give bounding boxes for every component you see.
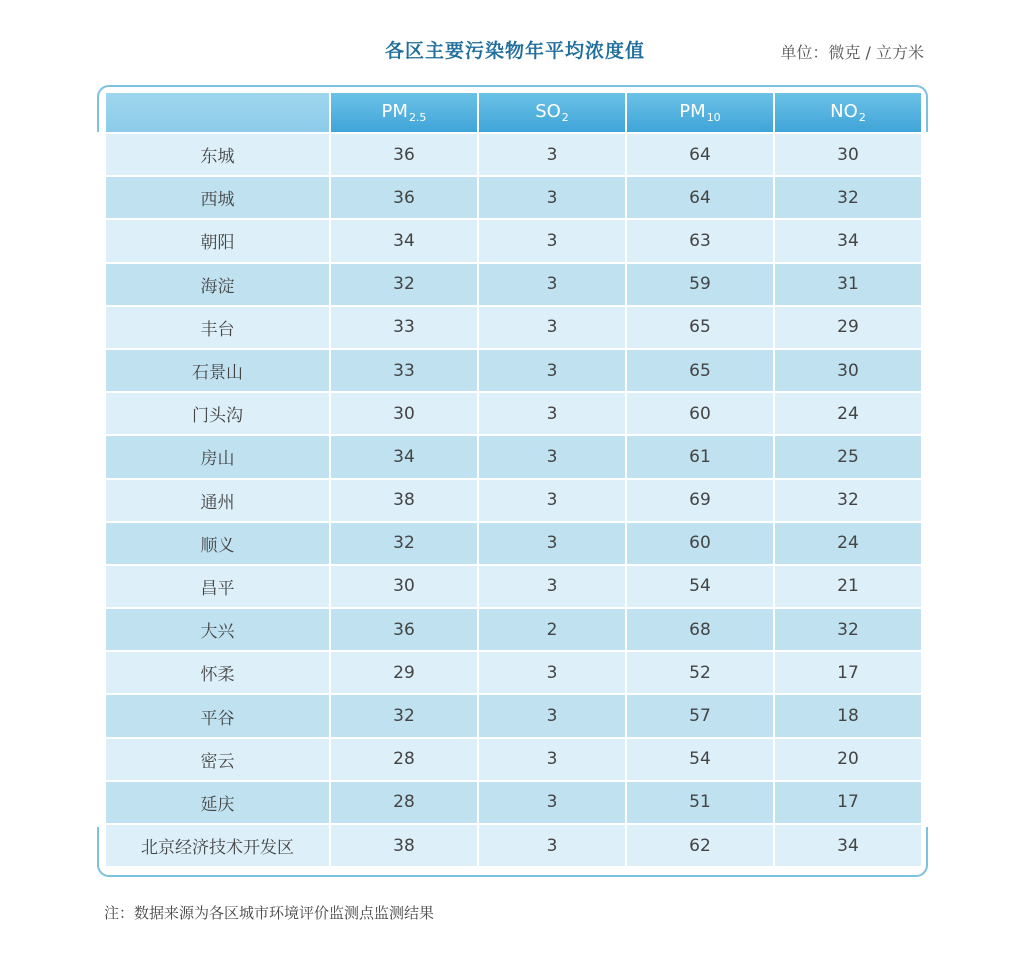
- district-cell: 密云: [106, 739, 329, 780]
- pm25-cell: 32: [331, 523, 477, 564]
- pm25-cell: 38: [331, 825, 477, 866]
- so2-cell: 2: [479, 609, 625, 650]
- district-cell: 顺义: [106, 523, 329, 564]
- no2-cell: 34: [775, 220, 921, 261]
- district-cell: 房山: [106, 436, 329, 477]
- district-cell: 石景山: [106, 350, 329, 391]
- pm10-cell: 63: [627, 220, 773, 261]
- header-pm10: [627, 93, 773, 132]
- no2-cell: 17: [775, 782, 921, 823]
- no2-cell: 18: [775, 695, 921, 736]
- no2-cell: 25: [775, 436, 921, 477]
- pm25-cell: 32: [331, 695, 477, 736]
- table-title: 各区主要污染物年平均浓度值: [384, 40, 645, 62]
- pm25-cell: 36: [331, 609, 477, 650]
- pm25-cell: 32: [331, 264, 477, 305]
- header-pm25: [331, 93, 477, 132]
- pm10-cell: 61: [627, 436, 773, 477]
- so2-cell: 3: [479, 177, 625, 218]
- district-cell: 丰台: [106, 307, 329, 348]
- pm10-cell: 64: [627, 134, 773, 175]
- table-row: [106, 220, 921, 261]
- so2-cell: 3: [479, 307, 625, 348]
- district-cell: 门头沟: [106, 393, 329, 434]
- so2-cell: 3: [479, 436, 625, 477]
- no2-cell: 17: [775, 652, 921, 693]
- so2-cell: 3: [479, 566, 625, 607]
- pm25-cell: 33: [331, 350, 477, 391]
- header-no2-sub: 2: [858, 111, 866, 124]
- pm25-cell: 34: [331, 220, 477, 261]
- table-row: [106, 609, 921, 650]
- district-cell: 大兴: [106, 609, 329, 650]
- district-cell: 平谷: [106, 695, 329, 736]
- footnote: 注：数据来源为各区城市环境评价监测点监测结果: [104, 904, 435, 922]
- pm25-cell: 36: [331, 134, 477, 175]
- district-cell: 昌平: [106, 566, 329, 607]
- table-row: [106, 825, 921, 866]
- pm10-cell: 54: [627, 566, 773, 607]
- table-row: [106, 523, 921, 564]
- district-cell: 通州: [106, 480, 329, 521]
- so2-cell: 3: [479, 652, 625, 693]
- pm25-cell: 30: [331, 566, 477, 607]
- so2-cell: 3: [479, 220, 625, 261]
- so2-cell: 3: [479, 264, 625, 305]
- pm25-cell: 36: [331, 177, 477, 218]
- pm25-cell: 30: [331, 393, 477, 434]
- so2-cell: 3: [479, 825, 625, 866]
- table-row: [106, 134, 921, 175]
- pm10-cell: 51: [627, 782, 773, 823]
- pm10-cell: 60: [627, 393, 773, 434]
- district-cell: 东城: [106, 134, 329, 175]
- pm25-cell: 29: [331, 652, 477, 693]
- no2-cell: 32: [775, 480, 921, 521]
- pm25-cell: 28: [331, 782, 477, 823]
- table-row: [106, 350, 921, 391]
- header-pm25-base: PM: [381, 101, 408, 122]
- district-cell: 北京经济技术开发区: [106, 825, 329, 866]
- header-pm25-sub: 2.5: [408, 111, 427, 124]
- header-pm10-base: PM: [679, 101, 706, 122]
- so2-cell: 3: [479, 393, 625, 434]
- header-so2-base: SO: [535, 101, 561, 122]
- table-row: [106, 566, 921, 607]
- no2-cell: 32: [775, 609, 921, 650]
- pm10-cell: 54: [627, 739, 773, 780]
- pm25-cell: 28: [331, 739, 477, 780]
- table-row: [106, 264, 921, 305]
- table-row: [106, 307, 921, 348]
- no2-cell: 30: [775, 134, 921, 175]
- no2-cell: 20: [775, 739, 921, 780]
- pm10-cell: 65: [627, 307, 773, 348]
- header-no2: [775, 93, 921, 132]
- no2-cell: 31: [775, 264, 921, 305]
- so2-cell: 3: [479, 480, 625, 521]
- so2-cell: 3: [479, 134, 625, 175]
- header-no2-base: NO: [830, 101, 858, 122]
- so2-cell: 3: [479, 695, 625, 736]
- district-cell: 海淀: [106, 264, 329, 305]
- pm10-cell: 60: [627, 523, 773, 564]
- no2-cell: 24: [775, 523, 921, 564]
- pm10-cell: 57: [627, 695, 773, 736]
- so2-cell: 3: [479, 350, 625, 391]
- district-cell: 西城: [106, 177, 329, 218]
- no2-cell: 24: [775, 393, 921, 434]
- so2-cell: 3: [479, 782, 625, 823]
- table-row: [106, 782, 921, 823]
- no2-cell: 21: [775, 566, 921, 607]
- pm25-cell: 34: [331, 436, 477, 477]
- so2-cell: 3: [479, 523, 625, 564]
- pollutant-table: [104, 91, 923, 868]
- table-row: [106, 480, 921, 521]
- no2-cell: 32: [775, 177, 921, 218]
- no2-cell: 29: [775, 307, 921, 348]
- pm10-cell: 69: [627, 480, 773, 521]
- pm10-cell: 65: [627, 350, 773, 391]
- header-so2: [479, 93, 625, 132]
- table-header-row: [106, 93, 921, 132]
- table-row: [106, 436, 921, 477]
- so2-cell: 3: [479, 739, 625, 780]
- pm25-cell: 33: [331, 307, 477, 348]
- pm10-cell: 62: [627, 825, 773, 866]
- pm10-cell: 68: [627, 609, 773, 650]
- header-pm10-sub: 10: [706, 111, 721, 124]
- district-cell: 怀柔: [106, 652, 329, 693]
- pm10-cell: 52: [627, 652, 773, 693]
- district-cell: 延庆: [106, 782, 329, 823]
- no2-cell: 34: [775, 825, 921, 866]
- table-row: [106, 177, 921, 218]
- header-so2-sub: 2: [561, 111, 569, 124]
- district-cell: 朝阳: [106, 220, 329, 261]
- pm10-cell: 64: [627, 177, 773, 218]
- table-row: [106, 695, 921, 736]
- table-row: [106, 652, 921, 693]
- unit-label: 单位：微克 / 立方米: [780, 43, 924, 62]
- pm10-cell: 59: [627, 264, 773, 305]
- header-corner: [106, 93, 329, 132]
- table-row: [106, 393, 921, 434]
- no2-cell: 30: [775, 350, 921, 391]
- table-row: [106, 739, 921, 780]
- pm25-cell: 38: [331, 480, 477, 521]
